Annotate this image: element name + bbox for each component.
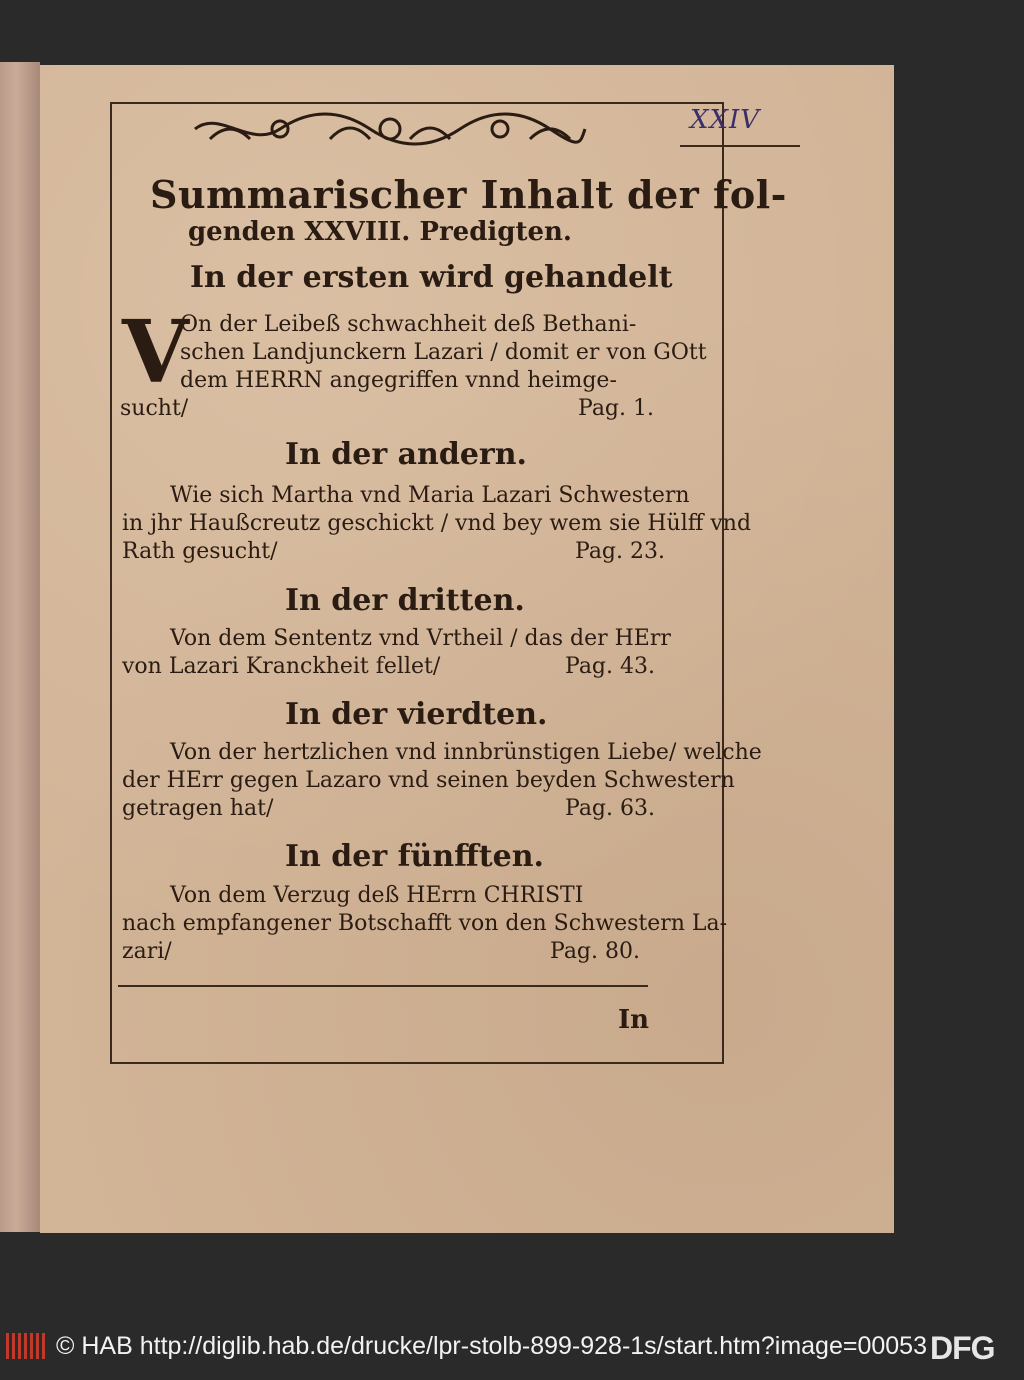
dfg-logo: DFG [930, 1330, 995, 1366]
page-reference: Pag. 80. [550, 939, 640, 964]
text-line: von Lazari Kranckheit fellet/ [122, 654, 441, 679]
page-title-continued: genden XXVIII. Predigten. [188, 217, 572, 247]
catchword: In [618, 1005, 650, 1035]
page-title: Summarischer Inhalt der fol- [150, 172, 787, 217]
section-heading: In der fünfften. [285, 839, 544, 874]
text-line: Rath gesucht/ [122, 539, 278, 564]
section-heading: In der vierdten. [285, 697, 548, 732]
page-reference: Pag. 1. [578, 396, 654, 421]
ornament-headpiece [190, 109, 590, 149]
drop-cap: V [122, 302, 189, 403]
text-line: schen Landjunckern Lazari / domit er von GOtt [180, 340, 707, 365]
text-line: Wie sich Martha vnd Maria Lazari Schwestern [170, 483, 690, 508]
text-line: der HErr gegen Lazaro vnd seinen beyden Schwestern [122, 768, 735, 793]
text-line: zari/ [122, 939, 172, 964]
footer-copyright-link[interactable]: © HAB http://diglib.hab.de/drucke/lpr-stolb-899-928-1s/start.htm?image=00053 [56, 1332, 927, 1360]
text-line: sucht/ [120, 396, 189, 421]
text-line: Von dem Sententz vnd Vrtheil / das der HErr [170, 626, 671, 651]
text-line: nach empfangener Botschafft von den Schwestern La- [122, 911, 728, 936]
previous-page-edge [0, 62, 40, 1232]
section-heading: In der dritten. [285, 583, 525, 618]
text-line: in jhr Haußcreutz geschickt / vnd bey wem sie Hülff vnd [122, 511, 752, 536]
library-logo-icon [6, 1331, 48, 1361]
section-heading: In der ersten wird gehandelt [190, 260, 673, 295]
text-line: On der Leibeß schwachheit deß Bethani- [180, 312, 637, 337]
page-reference: Pag. 43. [565, 654, 655, 679]
text-line: Von der hertzlichen vnd innbrünstigen Liebe/ welche [170, 740, 762, 765]
page-reference: Pag. 63. [565, 796, 655, 821]
text-line: Von dem Verzug deß HErrn CHRISTI [170, 883, 584, 908]
handwritten-folio-mark: XXIV [690, 105, 761, 135]
handwritten-underline [680, 145, 800, 147]
text-line: getragen hat/ [122, 796, 274, 821]
section-heading: In der andern. [285, 437, 527, 472]
frame-bottom-rule [118, 985, 648, 987]
page-reference: Pag. 23. [575, 539, 665, 564]
text-line: dem HERRN angegriffen vnnd heimge- [180, 368, 617, 393]
scanned-page [40, 65, 894, 1233]
